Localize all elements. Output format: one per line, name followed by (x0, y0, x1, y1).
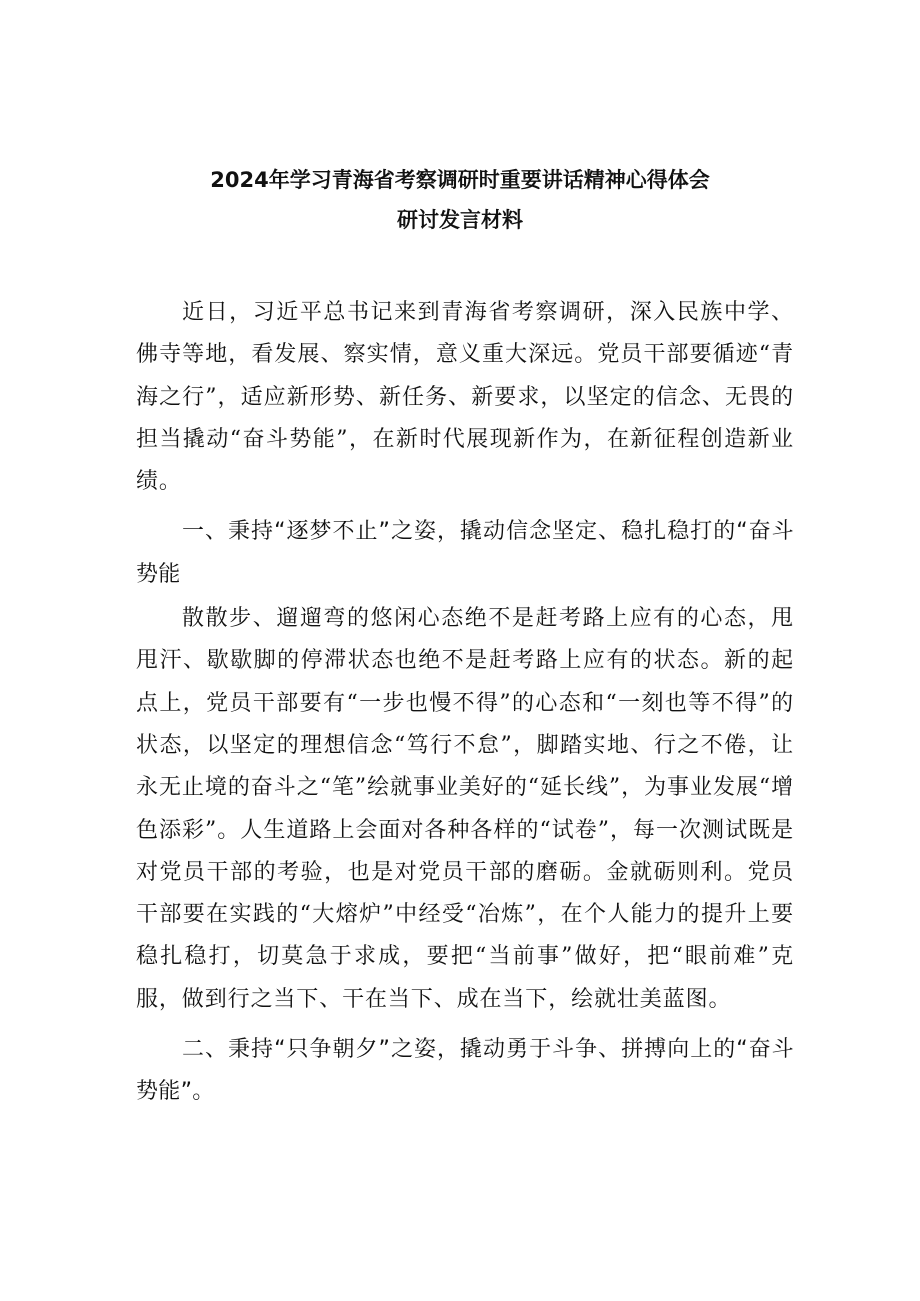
title-line-1: 2024年学习青海省考察调研时重要讲话精神心得体会 (210, 168, 710, 192)
intro-paragraph: 近日，习近平总书记来到青海省考察调研，深入民族中学、佛寺等地，看发展、察实情，意义重大深远。党员干部要循迹“青海之行”，适应新形势、新任务、新要求，以坚定的信念、无畏的担当撬动“奋斗势能”，在新时代展现新作为，在新征程创造新业绩。 (136, 300, 794, 495)
document-body (136, 292, 794, 1116)
title-line-2: 研讨发言材料 (397, 208, 523, 232)
document-title (0, 160, 920, 240)
section-heading-1: 一、秉持“逐梦不止”之姿，撬动信念坚定、稳扎稳打的“奋斗势能 (136, 519, 794, 587)
section-heading-2: 二、秉持“只争朝夕”之姿，撬动勇于斗争、拼搏向上的“奋斗势能”。 (136, 1037, 794, 1105)
section-1-paragraph: 散散步、遛遛弯的悠闲心态绝不是赶考路上应有的心态，甩甩汗、歇歇脚的停滞状态也绝不是赶考路上应有的状态。新的起点上，党员干部要有“一步也慢不得”的心态和“一刻也等不得”的状态，以坚定的理想信念“笃行不怠”，脚踏实地、行之不倦，让永无止境的奋斗之“笔”绘就事业美好的“延长线”，为事业发展“增色添彩”。人生道路上会面对各种各样的“试卷”，每一次测试既是对党员干部的考验，也是对党员干部的磨砺。金就砺则利。党员干部要在实践的“大熔炉”中经受“冶炼”，在个人能力的提升上要稳扎稳打，切莫急于求成，要把“当前事”做好，把“眼前难”克服，做到行之当下、干在当下、成在当下，绘就壮美蓝图。 (136, 606, 794, 1012)
